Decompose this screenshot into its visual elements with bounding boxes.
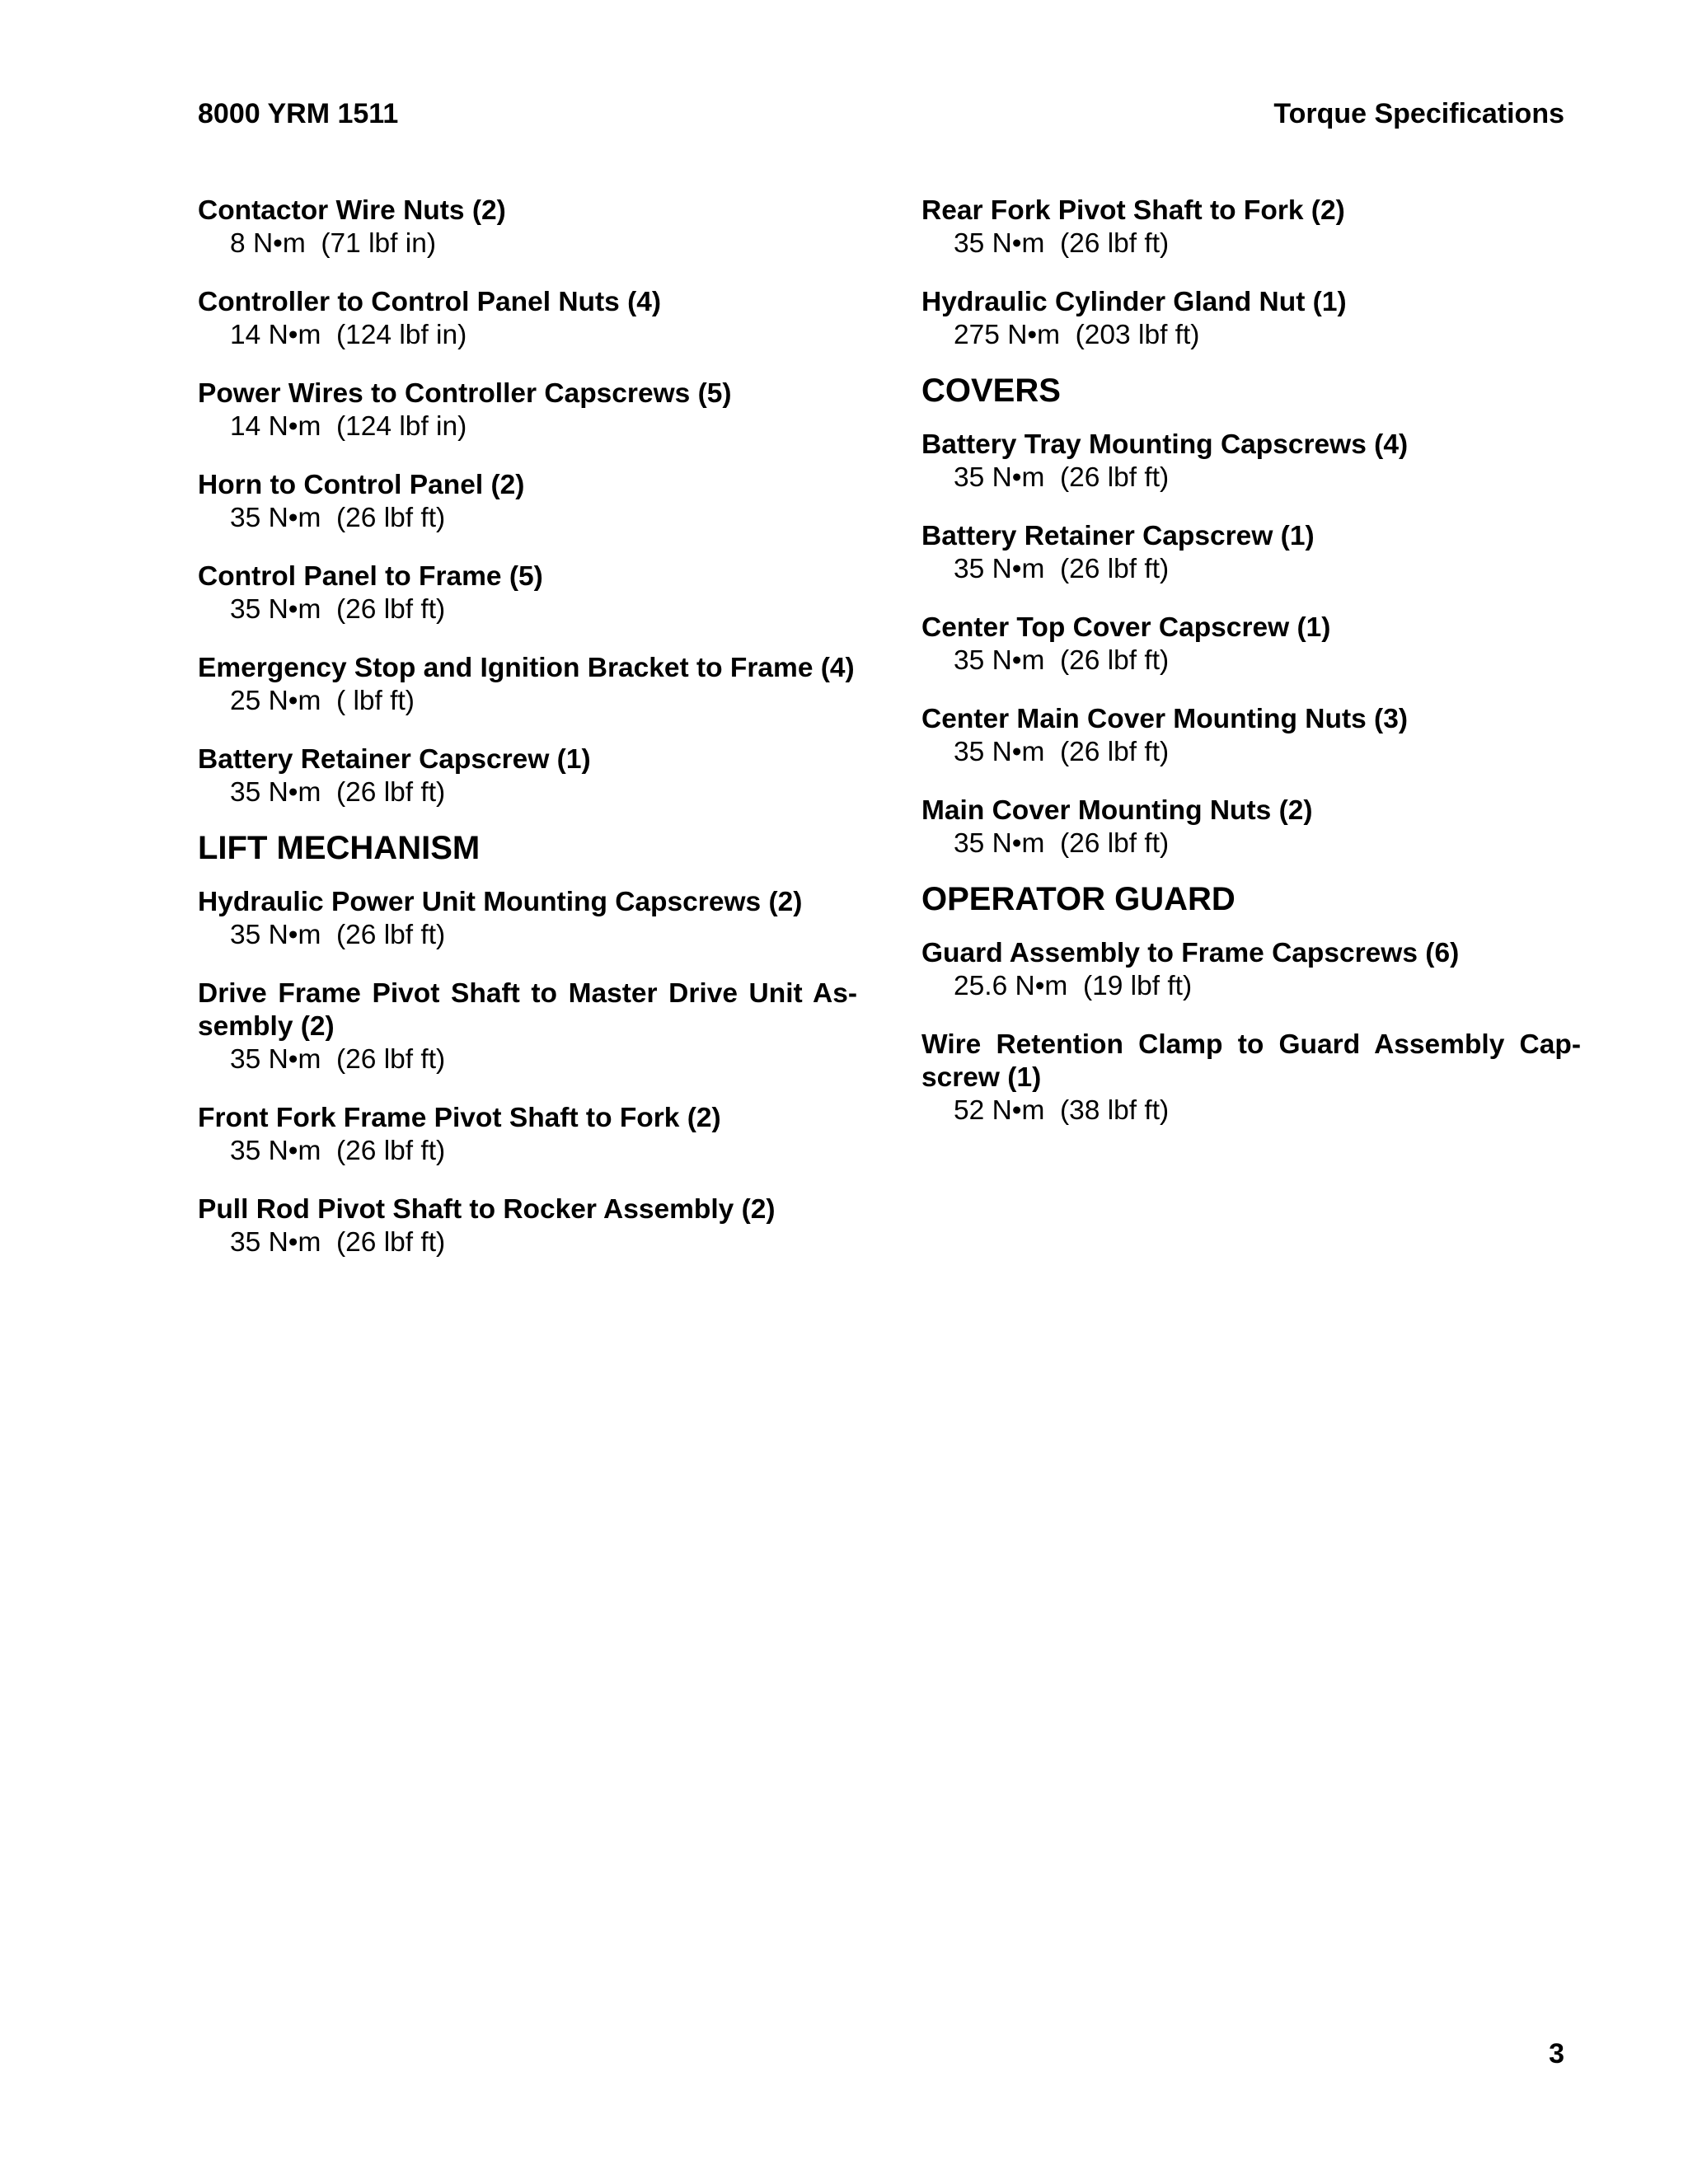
entry-label: Emergency Stop and Ignition Bracket to Frame (4) [198, 653, 855, 683]
entry-value: 35 N•m (26 lbf ft) [230, 1227, 446, 1258]
entry-label: Battery Tray Mounting Capscrews (4) [921, 429, 1409, 460]
torque-entry [921, 194, 1581, 260]
entry-label: Rear Fork Pivot Shaft to Fork (2) [921, 195, 1345, 226]
entry-value: 275 N•m (203 lbf ft) [954, 320, 1200, 350]
entry-value: 35 N•m (26 lbf ft) [954, 645, 1170, 676]
entry-label: Main Cover Mounting Nuts (2) [921, 795, 1313, 826]
section-title: Torque Specifications [1273, 98, 1564, 129]
entry-label: Battery Retainer Capscrew (1) [921, 521, 1315, 551]
torque-entry [198, 977, 857, 1076]
entry-value: 35 N•m (26 lbf ft) [230, 1044, 446, 1075]
entry-value: 14 N•m (124 lbf in) [230, 320, 467, 350]
entry-label: Front Fork Frame Pivot Shaft to Fork (2) [198, 1103, 721, 1133]
entry-label: Drive Frame Pivot Shaft to Master Drive Unit Assembly (2) [198, 978, 857, 1042]
torque-entry [198, 1193, 857, 1259]
entry-value: 52 N•m (38 lbf ft) [954, 1095, 1170, 1126]
entry-label: Control Panel to Frame (5) [198, 561, 543, 592]
torque-entry [921, 1029, 1581, 1127]
entry-value: 35 N•m (26 lbf ft) [230, 920, 446, 950]
left-column [198, 194, 857, 1285]
entry-value: 35 N•m (26 lbf ft) [954, 228, 1170, 259]
torque-entry [198, 886, 857, 952]
entry-value: 25 N•m ( lbf ft) [230, 686, 415, 716]
entry-value: 35 N•m (26 lbf ft) [954, 828, 1170, 859]
entry-value: 35 N•m (26 lbf ft) [230, 1136, 446, 1166]
entry-label: Hydraulic Power Unit Mounting Capscrews (2) [198, 887, 803, 917]
section-heading-lift-mechanism: LIFT MECHANISM [198, 830, 481, 866]
entry-label: Center Top Cover Capscrew (1) [921, 612, 1331, 643]
entry-label: Power Wires to Controller Capscrews (5) [198, 378, 732, 409]
entry-value: 35 N•m (26 lbf ft) [230, 503, 446, 533]
torque-entry [198, 1102, 857, 1168]
torque-entry [198, 377, 857, 443]
section-heading-covers: COVERS [921, 373, 1061, 409]
torque-entry [921, 612, 1581, 677]
torque-entry [921, 937, 1581, 1003]
document-code: 8000 YRM 1511 [198, 98, 399, 129]
torque-entry [198, 743, 857, 809]
entry-value: 35 N•m (26 lbf ft) [954, 554, 1170, 584]
torque-entry [198, 286, 857, 352]
entry-value: 35 N•m (26 lbf ft) [230, 777, 446, 808]
entry-value: 35 N•m (26 lbf ft) [230, 594, 446, 625]
entry-label: Wire Retention Clamp to Guard Assembly Capscrew (1) [921, 1029, 1581, 1093]
torque-entry [921, 520, 1581, 586]
entry-label: Battery Retainer Capscrew (1) [198, 744, 591, 775]
right-column [921, 194, 1581, 1153]
entry-label: Contactor Wire Nuts (2) [198, 195, 506, 226]
entry-value: 25.6 N•m (19 lbf ft) [954, 971, 1193, 1001]
page-number: 3 [1549, 2038, 1564, 2069]
entry-label: Guard Assembly to Frame Capscrews (6) [921, 938, 1460, 968]
entry-label: Controller to Control Panel Nuts (4) [198, 287, 662, 317]
torque-entry [198, 652, 857, 718]
torque-entry [921, 286, 1581, 352]
torque-entry [921, 429, 1581, 494]
torque-entry [198, 469, 857, 535]
torque-entry [921, 703, 1581, 769]
entry-value: 35 N•m (26 lbf ft) [954, 462, 1170, 493]
section-heading-operator-guard: OPERATOR GUARD [921, 881, 1236, 917]
entry-label: Hydraulic Cylinder Gland Nut (1) [921, 287, 1347, 317]
torque-entry [198, 194, 857, 260]
torque-entry [198, 560, 857, 626]
entry-value: 35 N•m (26 lbf ft) [954, 737, 1170, 767]
entry-value: 8 N•m (71 lbf in) [230, 228, 437, 259]
entry-label: Pull Rod Pivot Shaft to Rocker Assembly (2) [198, 1194, 776, 1225]
page-header [198, 97, 1564, 130]
entry-value: 14 N•m (124 lbf in) [230, 411, 467, 442]
entry-label: Center Main Cover Mounting Nuts (3) [921, 704, 1408, 734]
entry-label: Horn to Control Panel (2) [198, 470, 525, 500]
torque-entry [921, 794, 1581, 860]
